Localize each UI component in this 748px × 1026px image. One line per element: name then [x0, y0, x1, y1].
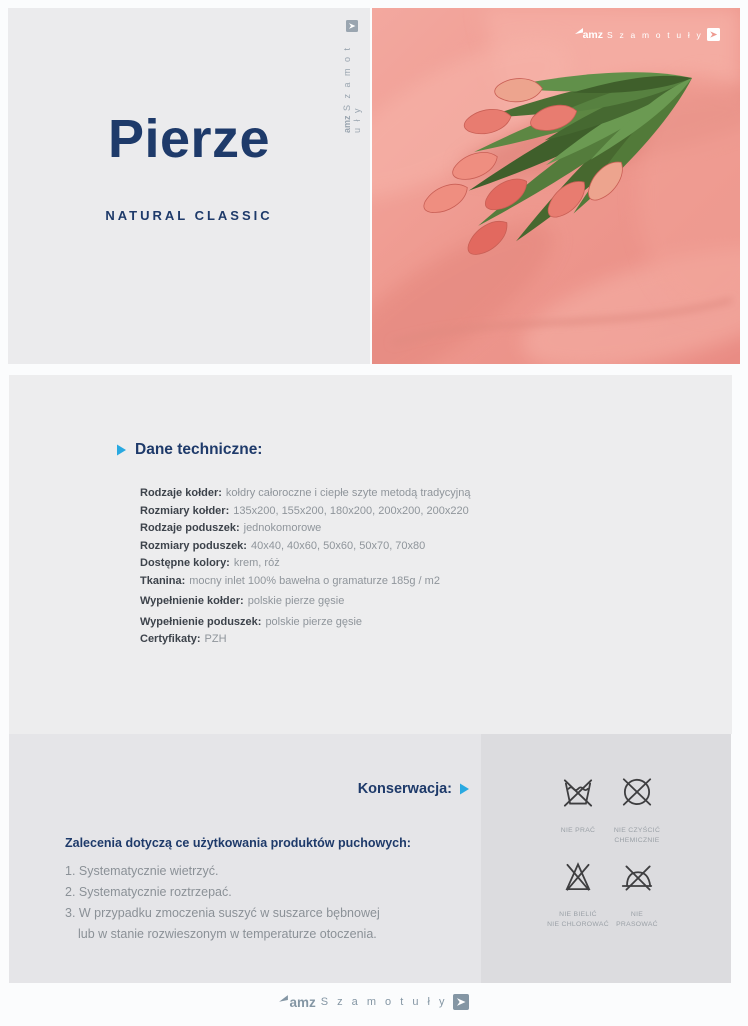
brand-swoosh-icon: [279, 994, 288, 1005]
brand-name: amz: [582, 28, 604, 41]
spec-value: PZH: [204, 633, 227, 645]
care-advice-list: [65, 861, 380, 945]
spec-row: [140, 631, 470, 649]
arrow-right-icon: [117, 444, 126, 456]
page-title: Pierze: [107, 109, 271, 169]
brand-name: amz: [289, 994, 316, 1010]
spec-label: Rozmiary kołder:: [140, 504, 230, 517]
care-symbol-label: [605, 826, 669, 845]
spec-label: Certyfikaty:: [140, 633, 201, 645]
brand-city: S z a m o t u ł y: [320, 996, 448, 1008]
specs-heading-row: [117, 441, 262, 459]
care-symbol-label-line: PRASOWAĆ: [616, 920, 658, 928]
care-advice-item: 3. W przypadku zmoczenia suszyć w suszarce bębnowej: [65, 906, 380, 920]
spec-value: 40x40, 40x60, 50x60, 50x70, 70x80: [250, 539, 426, 552]
spec-label: Rodzaje kołder:: [140, 487, 222, 499]
care-symbol-label: [546, 826, 610, 836]
spec-list: [140, 485, 470, 649]
spec-label: Wypełnienie kołder:: [140, 595, 244, 607]
care-symbol-label-line: NIE CHLOROWAĆ: [547, 920, 609, 928]
spec-row: [140, 555, 470, 573]
brand-box-icon: [346, 20, 358, 32]
spec-row: [140, 593, 470, 611]
brand-city: S z a m o t u ł y: [342, 45, 362, 133]
spec-row: [140, 573, 470, 591]
care-symbol-label: [546, 910, 610, 929]
brand-city: S z a m o t u ł y: [607, 29, 703, 40]
care-symbol-label: [605, 910, 669, 929]
spec-value: polskie pierze gęsie: [247, 595, 345, 607]
do-not-bleach-icon: [559, 858, 597, 896]
spec-label: Wypełnienie poduszek:: [140, 615, 262, 628]
care-symbol-do-not-iron: [605, 858, 669, 929]
care-section: [9, 734, 481, 983]
hero-left-panel: [8, 8, 370, 364]
arrow-right-icon: [460, 783, 469, 795]
care-symbol-label-line: CHEMICZNIE: [614, 836, 660, 844]
care-heading: Konserwacja:: [357, 781, 452, 797]
technical-data-section: [9, 375, 732, 734]
brand-name: amz: [342, 115, 352, 133]
specs-heading: Dane techniczne:: [135, 441, 263, 458]
care-heading-row: [358, 781, 469, 797]
spec-row: [140, 520, 470, 538]
care-advice-item: 2. Systematycznie roztrzepać.: [65, 885, 232, 899]
spec-label: Rodzaje poduszek:: [140, 522, 240, 534]
care-advice-item: 1. Systematycznie wietrzyć.: [65, 864, 219, 878]
footer-brand-logo: [0, 994, 748, 1010]
spec-label: Dostępne kolory:: [140, 557, 230, 569]
tulip-bouquet-image: [372, 8, 740, 364]
spec-label: Tkanina:: [140, 574, 186, 587]
spec-row: [140, 503, 470, 521]
care-symbol-label-line: NIE: [630, 911, 644, 918]
do-not-iron-icon: [618, 858, 656, 896]
brand-logo-on-photo: [575, 28, 720, 41]
spec-value: polskie pierze gęsie: [265, 615, 363, 628]
spec-value: kołdry całoroczne i ciepłe szyte metodą tradycyjną: [225, 487, 471, 499]
do-not-wash-icon: [559, 774, 597, 812]
brand-box-icon: [707, 28, 720, 41]
care-advice-item-continuation: lub w stanie rozwieszonym w temperaturze otoczenia.: [78, 927, 377, 941]
care-symbols-panel: [481, 734, 731, 983]
vertical-brand-text: [342, 37, 362, 133]
spec-row: [140, 485, 470, 503]
care-symbol-do-not-bleach: [546, 858, 610, 929]
care-symbol-label-line: NIE PRAĆ: [560, 827, 596, 834]
spec-value: 135x200, 155x200, 180x200, 200x200, 200x220: [233, 504, 469, 517]
care-symbol-do-not-dry-clean: [605, 774, 669, 845]
brand-swoosh-icon: [575, 27, 583, 37]
spec-value: krem, róż: [233, 557, 280, 569]
hero-photo-tulips-on-pink-bedding: [372, 8, 740, 364]
spec-row: [140, 614, 470, 632]
spec-label: Rozmiary poduszek:: [140, 539, 247, 552]
vertical-brand-logo: [342, 20, 362, 133]
care-advice-title: Zalecenia dotyczą ce użytkowania produktów puchowych:: [65, 836, 411, 850]
care-symbol-label-line: NIE CZYŚCIĆ: [613, 827, 661, 834]
care-symbol-do-not-wash: [546, 774, 610, 836]
spec-row: [140, 538, 470, 556]
page-subtitle: NATURAL CLASSIC: [105, 208, 273, 223]
spec-value: jednokomorowe: [243, 522, 322, 534]
spec-value: mocny inlet 100% bawełna o gramaturze 185g / m2: [189, 574, 440, 587]
brand-box-icon: [453, 994, 469, 1010]
do-not-dry-clean-icon: [618, 774, 656, 812]
care-symbol-label-line: NIE BIELIĆ: [559, 911, 597, 918]
